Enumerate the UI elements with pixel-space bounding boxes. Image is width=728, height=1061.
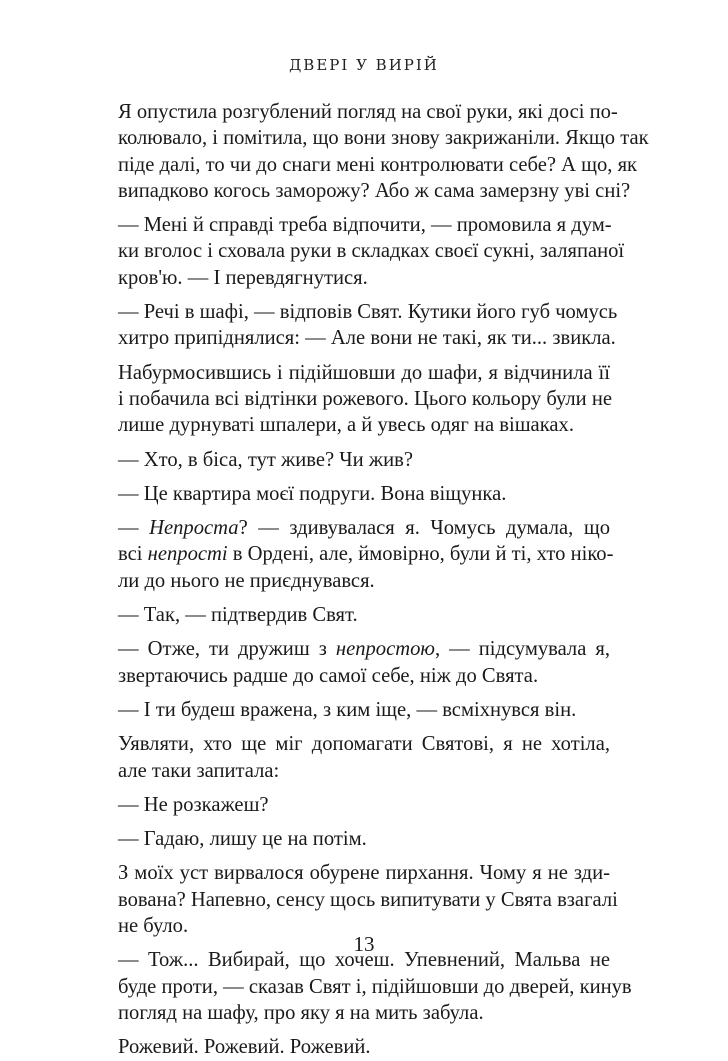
text-run: всі — [118, 543, 148, 566]
text-line: вована? Напевно, сенсу щось випитувати у Свята взагалі — [118, 888, 618, 911]
text-run: в Ордені, але, ймовірно, були й ті, хто ніко- — [227, 543, 614, 566]
paragraph — [118, 515, 614, 594]
text-line: Рожевий. Рожевий. Рожевий. — [118, 1036, 371, 1059]
paragraph — [118, 731, 610, 784]
paragraph — [118, 299, 618, 352]
text-line: — І ти будеш вражена, з ким іще, — всміхнувся він. — [118, 698, 577, 721]
text-line: — Гадаю, лишу це на потім. — [118, 828, 367, 851]
paragraph — [118, 447, 610, 473]
paragraph — [118, 792, 610, 818]
paragraph — [118, 697, 610, 723]
text-run: , — підсумувала я, — [434, 638, 610, 661]
italic-term: Непроста — [149, 517, 239, 540]
italic-term: непростою — [335, 638, 435, 661]
paragraph — [118, 860, 618, 939]
paragraph — [118, 99, 649, 204]
text-line: — Не розкажеш? — [118, 793, 269, 816]
paragraph — [118, 212, 625, 291]
text-line: буде проти, — сказав Свят і, підійшовши до дверей, кинув — [118, 975, 632, 998]
paragraph — [118, 826, 610, 852]
paragraph — [118, 636, 610, 689]
text-run: ? — здивувалася я. Чомусь думала, що — [238, 517, 610, 540]
text-line: лише дурнуваті шпалери, а й увесь одяг на вішаках. — [118, 414, 574, 437]
paragraph — [118, 947, 632, 1026]
text-line: — Мені й справді треба відпочити, — промовила я дум- — [118, 214, 612, 237]
text-line: але таки запитала: — [118, 759, 280, 782]
page-number: 13 — [353, 932, 375, 956]
running-head: ДВЕРІ У ВИРІЙ — [289, 56, 439, 74]
paragraph — [118, 602, 610, 628]
paragraph — [118, 360, 613, 439]
text-line: — Це квартира моєї подруги. Вона віщунка. — [118, 482, 507, 505]
text-line — [118, 541, 614, 567]
text-line: Уявляти, хто ще міг допомагати Святові, я не хотіла, — [118, 733, 610, 756]
text-run: — Отже, ти дружиш з — [118, 638, 336, 661]
text-line: ли до нього не приєднувався. — [118, 569, 375, 592]
text-line: погляд на шафу, про яку я на мить забула. — [118, 1001, 484, 1024]
text-line: ки вголос і сховала руки в складках своєї сукні, заляпаної — [118, 240, 625, 263]
text-line: — Хто, в біса, тут живе? Чи жив? — [118, 448, 413, 471]
text-line: випадково когось заморожу? Або ж сама замерзну уві сні? — [118, 179, 631, 202]
text-line: колювало, і помітила, що вони знову закрижаніли. Якщо так — [118, 127, 649, 150]
text-line — [118, 636, 610, 662]
paragraph — [118, 481, 610, 507]
italic-term: непрості — [147, 543, 228, 566]
text-line: — Так, — підтвердив Свят. — [118, 604, 358, 627]
text-line — [118, 515, 610, 541]
text-line: звертаючись радше до самої себе, ніж до Свята. — [118, 664, 539, 687]
text-line: — Речі в шафі, — відповів Свят. Кутики його губ чомусь — [118, 301, 618, 324]
text-line: — Тож... Вибирай, що хочеш. Упевнений, Мальва не — [118, 949, 610, 972]
text-line: Я опустила розгублений погляд на свої руки, які досі по- — [118, 101, 618, 123]
text-line: хитро припіднялися: — Але вони не такі, як ти... звикла. — [118, 327, 616, 350]
text-line: З моїх уст вирвалося обурене пирхання. Чому я не зди- — [118, 862, 610, 885]
body-text — [118, 99, 649, 1061]
paragraph — [118, 1034, 610, 1060]
text-line: не було. — [118, 915, 189, 938]
text-line: Набурмосившись і підійшовши до шафи, я відчинила її — [118, 361, 610, 384]
text-run: — — [118, 517, 150, 540]
text-line: кров'ю. — І перевдягнутися. — [118, 266, 368, 289]
text-line: піде далі, то чи до снаги мені контролювати себе? А що, як — [118, 153, 638, 176]
text-line: і побачила всі відтінки рожевого. Цього кольору були не — [118, 387, 613, 410]
